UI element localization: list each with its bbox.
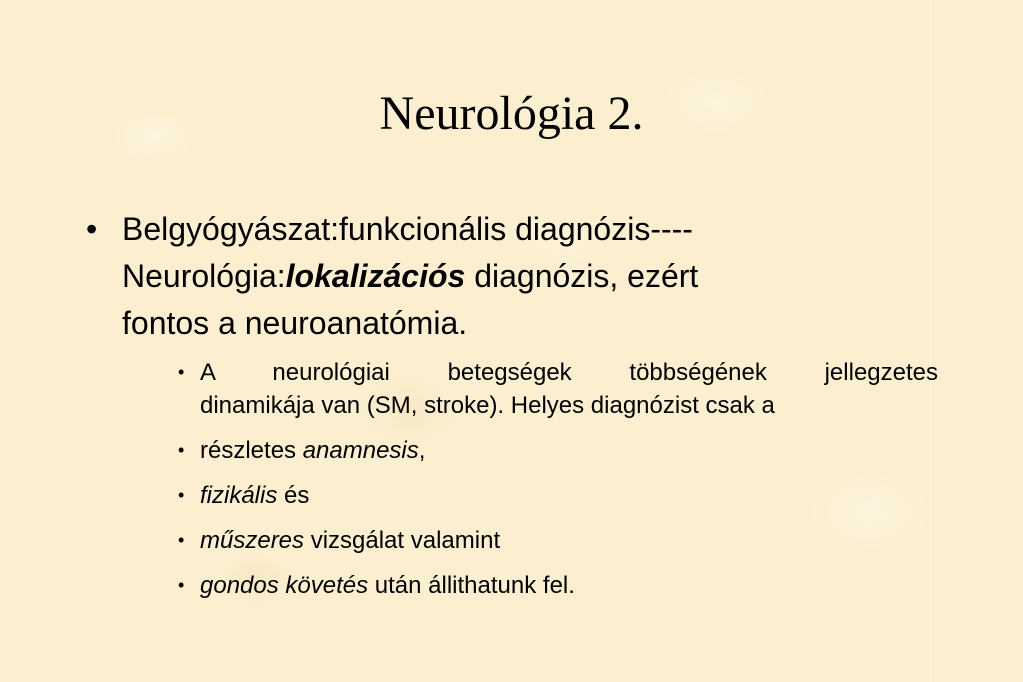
sub-bullet-item (178, 524, 938, 557)
sub-item-2-italic: anamnesis (302, 437, 419, 464)
sub-bullet-marker: • (178, 485, 185, 505)
sub-item-3-plain: és (277, 482, 310, 509)
sub-bullet-item (178, 569, 938, 602)
sub-item-3-italic: fizikális (200, 482, 278, 509)
main-bullet-part3: diagnózis, ezért (465, 258, 699, 294)
sub-bullet-item (178, 479, 938, 512)
sub-item-1-line-1: A neurológiai betegségek többségének jellegzetes (200, 359, 938, 386)
sub-bullet-marker: • (178, 530, 185, 550)
sub-item-5-italic: gondos követés (200, 572, 369, 599)
main-bullet-part4: fontos a neuroanatómia. (122, 305, 468, 341)
sub-item-4-plain: vizsgálat valamint (304, 527, 501, 554)
bullet-marker: • (86, 211, 98, 247)
slide-title: Neurológia 2. (379, 87, 644, 140)
sub-item-5-plain: után állithatunk fel. (368, 572, 575, 599)
main-bullet (86, 206, 886, 347)
sub-bullet-marker: • (178, 362, 185, 382)
sub-bullet-item (178, 434, 938, 467)
main-bullet-line-1 (122, 206, 886, 253)
sub-bullet-item (178, 356, 938, 422)
main-bullet-line-3 (122, 300, 886, 347)
sub-bullet-marker: • (178, 575, 185, 595)
main-bullet-emphasis: lokalizációs (285, 258, 466, 294)
sub-item-2-plain: részletes (200, 437, 303, 464)
main-bullet-line-2 (122, 253, 886, 300)
main-bullet-part1: Belgyógyászat:funkcionális diagnózis---- (122, 211, 693, 247)
sub-item-4-italic: műszeres (200, 527, 305, 554)
sub-bullet-marker: • (178, 440, 185, 460)
main-bullet-text (122, 206, 886, 347)
sub-item-1-line-2: dinamikája van (SM, stroke). Helyes diagnózist csak a (200, 392, 775, 419)
sub-item-2-end: , (418, 437, 426, 464)
main-bullet-part2: Neurológia: (122, 258, 286, 294)
sub-bullet-list (178, 356, 938, 614)
